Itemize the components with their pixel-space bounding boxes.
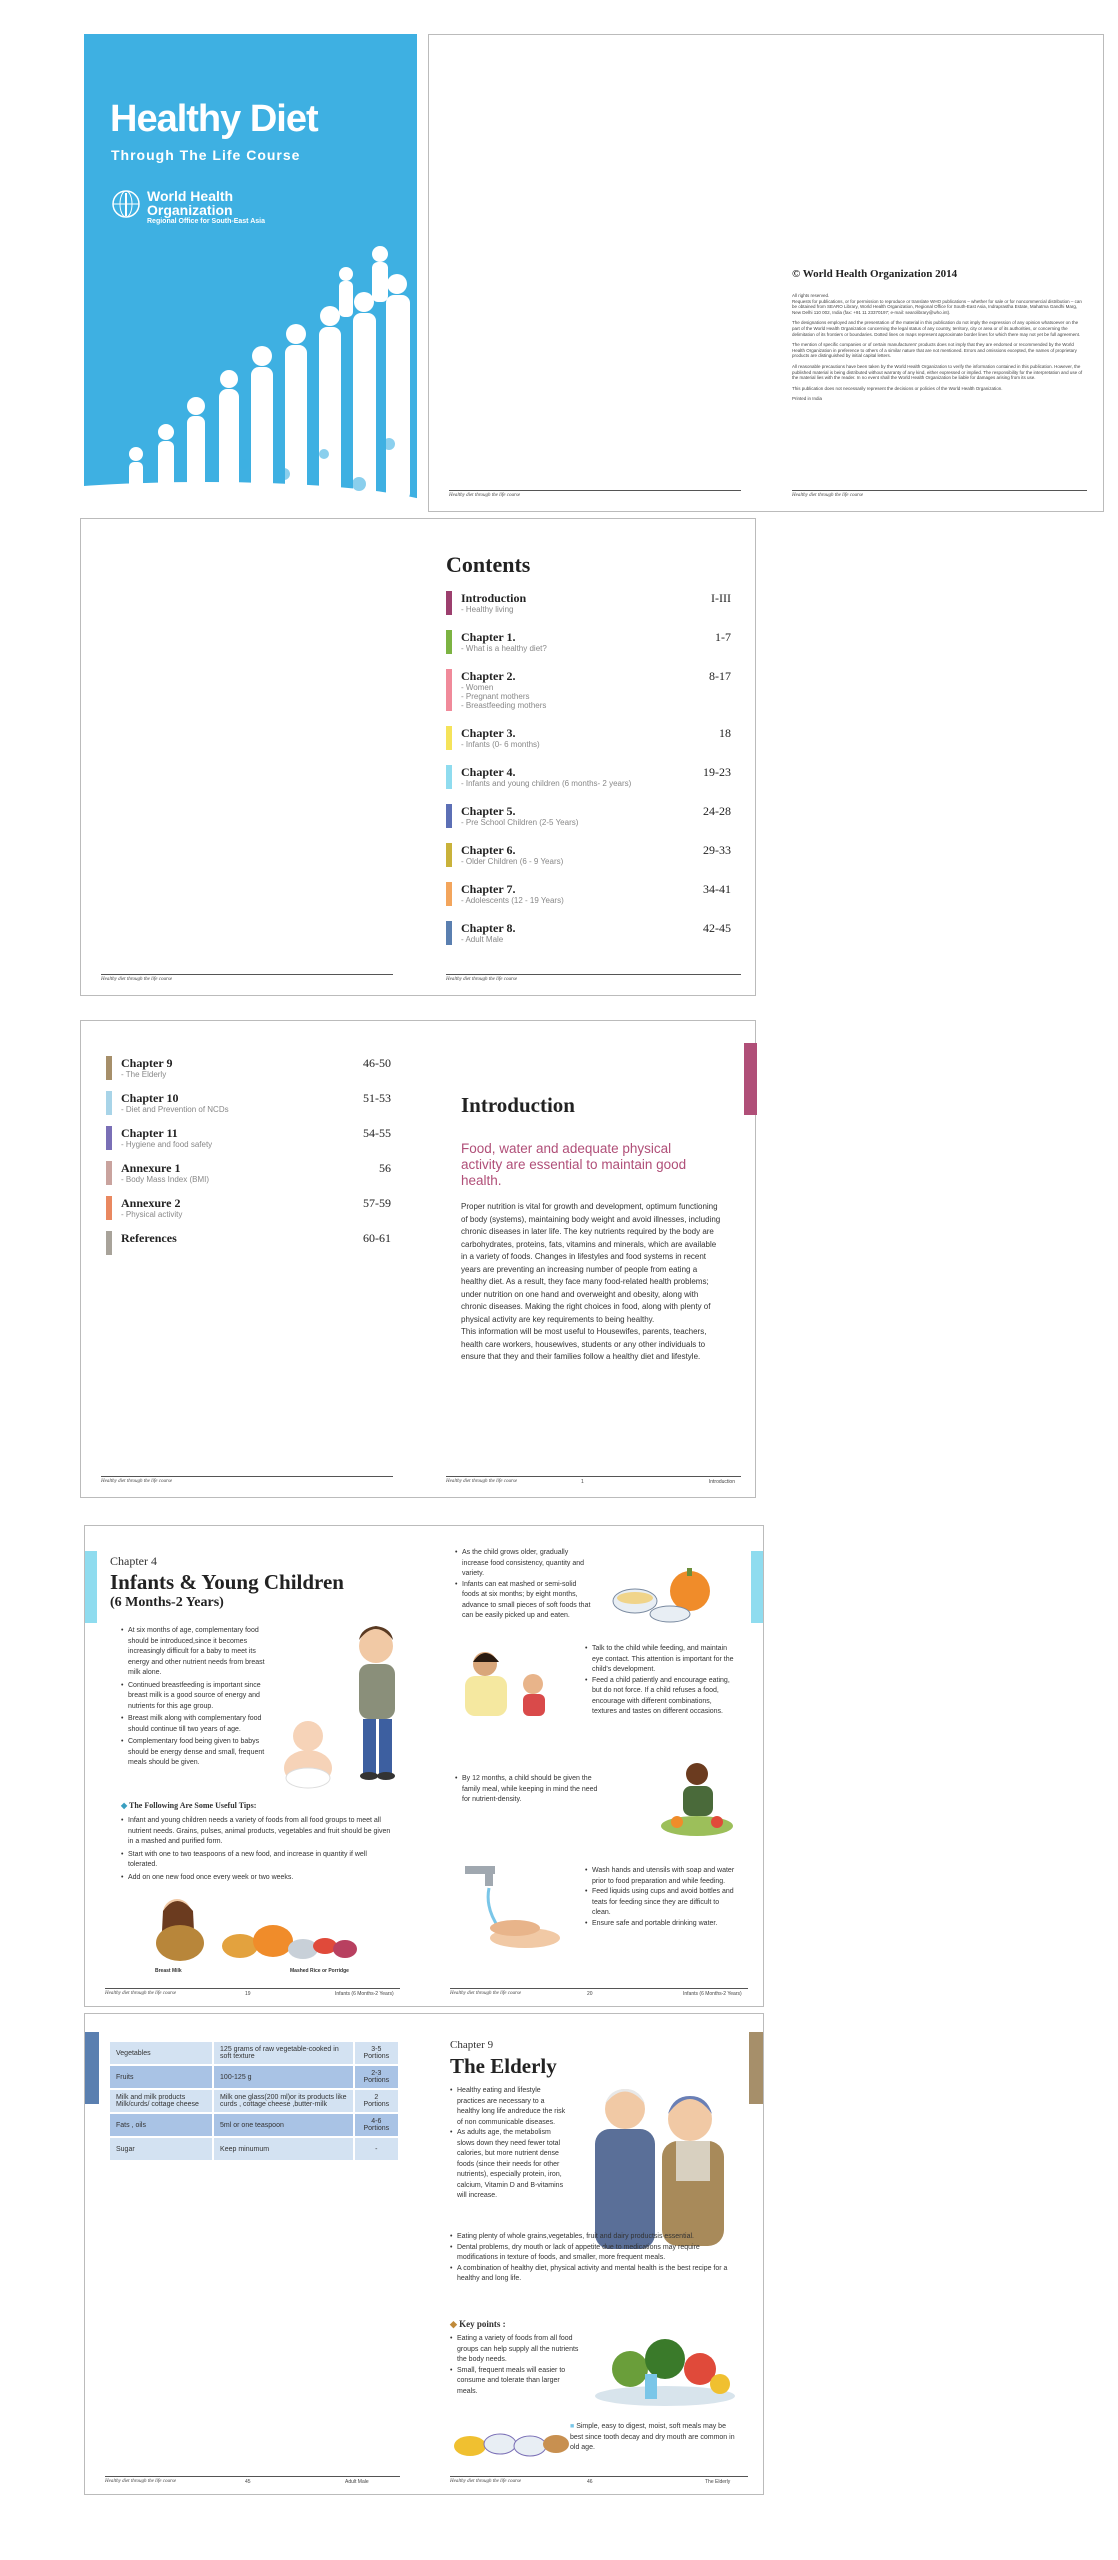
key-points-title: ◆ Key points : <box>450 2319 506 2329</box>
footer-right: Healthy diet through the life course <box>446 977 518 982</box>
contents-item-title: Chapter 2. <box>461 669 516 683</box>
bullet-item: • Breast milk along with complementary food should continue till two years of age. <box>121 1714 271 1735</box>
contents-color-bar <box>446 726 452 750</box>
handwashing-illustration <box>455 1858 575 1968</box>
intro-lead: Food, water and adequate physical activity are essential to maintain good health. <box>461 1141 687 1188</box>
chapter-label: Chapter 9 <box>450 2039 494 2051</box>
chapter8-tab <box>85 2032 99 2104</box>
right-bullets-2: • Talk to the child while feeding, and maintain eye contact. This attention is important for the child's development. • Feed a child patiently and encourage eating, but do not force. If a child refuses a food, encourage with different combinations, textures and tastes on different occasions. <box>585 1644 735 1718</box>
vegetables-illustration <box>590 2324 740 2409</box>
contents-item[interactable] <box>106 1196 391 1226</box>
contents-item-title: Chapter 9 <box>121 1056 173 1070</box>
contents-item[interactable] <box>446 882 731 912</box>
contents-item[interactable] <box>446 669 731 710</box>
contents-item[interactable] <box>106 1091 391 1121</box>
contents-item-pages: 56 <box>379 1161 391 1175</box>
table-cell-amount: 100-125 g <box>213 2065 354 2089</box>
chapter-title: Infants & Young Children <box>110 1570 344 1594</box>
contents-item-title: Introduction <box>461 591 527 605</box>
bullet-item: • Continued breastfeeding is important since breast milk is a good source of energy and nutrients for this age group. <box>121 1681 271 1713</box>
contents-color-bar <box>106 1056 112 1080</box>
contents-item-pages: 42-45 <box>703 921 731 935</box>
contents-item-pages: 34-41 <box>703 882 731 896</box>
child-illustration <box>273 1606 413 1796</box>
contents-item-pages: 8-17 <box>709 669 731 683</box>
contents-item-title: Chapter 8. <box>461 921 516 935</box>
contents-spread <box>80 518 756 996</box>
right-bullets-1: • As the child grows older, gradually increase food consistency, quantity and variety. • Infants can eat mashed or semi-solid foods at six months; by eight months, advance to small pieces of soft foods that can be easily picked up and eaten. <box>455 1548 595 1622</box>
parent-feeding-illustration <box>455 1644 565 1724</box>
chapter-label: Chapter 4 <box>110 1554 157 1568</box>
chapter9-tab <box>749 2032 763 2104</box>
table-cell-amount: Milk one glass(200 ml)or its products like curds , cottage cheese ,butter-milk <box>213 2089 354 2113</box>
contents-color-bar <box>446 882 452 906</box>
footer-right: Healthy diet through the life course <box>446 1479 518 1484</box>
contents-item-title: Chapter 10 <box>121 1091 179 1105</box>
table-cell-portions: 3-5 Portions <box>354 2041 399 2065</box>
table-cell-food: Vegetables <box>109 2041 213 2065</box>
page-number: 1 <box>581 1479 584 1485</box>
chapter-subtitle: (6 Months-2 Years) <box>110 1595 224 1610</box>
chapter-title: The Elderly <box>450 2054 557 2078</box>
contents-color-bar <box>446 921 452 945</box>
contents-item-title: Chapter 11 <box>121 1126 178 1140</box>
table-cell-portions: 4-6 Portions <box>354 2113 399 2137</box>
section-right: The Elderly <box>705 2479 731 2485</box>
page-number-right: 46 <box>587 2479 593 2485</box>
contents-item-title: References <box>121 1231 177 1245</box>
contents-item[interactable] <box>446 804 731 834</box>
caption-mashed-rice: Mashed Rice or Porridge <box>290 1968 349 1974</box>
contents-item-pages: I-III <box>711 591 731 605</box>
elderly-bullets-2: • Eating plenty of whole grains,vegetables, fruit and dairy productsis essential. • Dental problems, dry mouth or lack of appetite due to medications may require modifications in texture of foods, and smaller, more frequent meals. • A combination of healthy diet, physical activity and mental health is the best recipe for a healthy and long life. <box>450 2232 740 2285</box>
footer-left: Healthy diet through the life course <box>101 977 173 982</box>
contents-item[interactable] <box>446 921 731 951</box>
table-row <box>109 2137 399 2161</box>
contents-item[interactable] <box>106 1056 391 1086</box>
table-row <box>109 2065 399 2089</box>
contents-item-subtitle: - Adolescents (12 - 19 Years) <box>461 896 564 905</box>
footer-left: Healthy diet through the life course <box>105 2479 177 2484</box>
contents-item-title: Chapter 5. <box>461 804 516 818</box>
chapter4-spread <box>84 1525 764 2007</box>
intro-spread <box>80 1020 756 1498</box>
contents-item-pages: 29-33 <box>703 843 731 857</box>
contents-item-subtitle: - What is a healthy diet? <box>461 644 547 653</box>
bullet-item: • Add on one new food once every week or two weeks. <box>121 1873 396 1884</box>
contents-item[interactable] <box>106 1231 391 1261</box>
elderly-couple-illustration <box>570 2069 750 2249</box>
table-cell-amount: 125 grams of raw vegetable-cooked in soft texture <box>213 2041 354 2065</box>
bowls-illustration <box>450 2414 570 2464</box>
contents-item-subtitle: - Healthy living <box>461 605 514 614</box>
contents-item-pages: 54-55 <box>363 1126 391 1140</box>
contents-item[interactable] <box>446 591 731 621</box>
bullet-item: • Complementary food being given to babys should be energy dense and small, frequent meals should be given. <box>121 1737 271 1769</box>
contents-item[interactable] <box>446 843 731 873</box>
contents-color-bar <box>106 1126 112 1150</box>
section-left: Adult Male <box>345 2479 369 2485</box>
contents-color-bar <box>106 1231 112 1255</box>
contents-item-pages: 19-23 <box>703 765 731 779</box>
table-cell-food: Fruits <box>109 2065 213 2089</box>
contents-item-title: Annexure 1 <box>121 1161 181 1175</box>
footer-right: Healthy diet through the life course <box>792 493 864 498</box>
portion-table <box>108 2040 400 2162</box>
chapter-tab-left <box>85 1551 97 1623</box>
intro-tab-marker <box>744 1043 757 1115</box>
food-illustration <box>145 1891 365 1966</box>
contents-item-title: Chapter 1. <box>461 630 516 644</box>
bullet-item: • At six months of age, complementary food should be introduced,since it becomes increasingly difficult for a baby to meet its energy and other nutrient needs from breast milk alone. <box>121 1626 271 1679</box>
table-cell-portions: 2-3 Portions <box>354 2065 399 2089</box>
contents-color-bar <box>446 630 452 654</box>
contents-item[interactable] <box>446 630 731 660</box>
copyright-body: All rights reserved. Requests for publications, or for permission to reproduce or translate WHO publications – whether for sale or for noncommercial distribution – can be obtained from SEARO Library, World Health Organization, Regional Office for South-East Asia, Indraprastha Estate, Mahatma Gandhi Marg, New Delhi 110 002, India (fax: +91 11 23370197; e-mail: searolibrary@who.int). The designations employed and the presentation of the material in this publication do not imply the expression of any opinion whatsoever on the part of the World Health Organization concerning the legal status of any country, territory, city or area or of its authorities, or concerning the delimitation of its frontiers or boundaries. Dotted lines on maps represent approximate border lines for which there may not yet be full agreement. The mention of specific companies or of certain manufacturers' products does not imply that they are endorsed or recommended by the World Health Organization in preference to others of a similar nature that are not mentioned. Errors and omissions excepted, the names of proprietary products are distinguished by initial capital letters. All reasonable precautions have been taken by the World Health Organization to verify the information contained in this publication. However, the published material is being distributed without warranty of any kind, either expressed or implied. The responsibility for the interpretation and use of the material lies with the reader. In no event shall the World Health Organization be liable for damages arising from its use. This publication does not necessarily represent the decisions or policies of the World Health Organization. Printed in India <box>792 293 1083 402</box>
cover-title: Healthy Diet <box>110 98 318 140</box>
contents-item-subtitle: - Body Mass Index (BMI) <box>121 1175 210 1184</box>
page-number-left: 19 <box>245 1991 251 1997</box>
contents-title: Contents <box>446 552 531 577</box>
contents-item-pages: 24-28 <box>703 804 731 818</box>
contents-item-subtitle: - Physical activity <box>121 1210 183 1219</box>
table-row <box>109 2089 399 2113</box>
section-name: Introduction <box>708 1479 735 1485</box>
table-cell-portions: - <box>354 2137 399 2161</box>
table-cell-amount: 5ml or one teaspoon <box>213 2113 354 2137</box>
footer-right: Healthy diet through the life course <box>450 2479 522 2484</box>
contents-item-subtitle: - Infants and young children (6 months- 2 years) <box>461 779 632 788</box>
contents-item-title: Chapter 7. <box>461 882 516 896</box>
key-points-list: • Eating a variety of foods from all food groups can help supply all the nutrients the body needs. • Small, frequent meals will easier to consume and tolerate than larger meals. <box>450 2334 580 2397</box>
caption-breast-milk: Breast Milk <box>155 1968 182 1974</box>
contents-color-bar <box>106 1091 112 1115</box>
chapter4-bullets <box>121 1626 271 1771</box>
contents-item-pages: 60-61 <box>363 1231 391 1245</box>
tips-title: ◆ The Following Are Some Useful Tips: <box>121 1801 257 1810</box>
cover-page <box>84 34 417 512</box>
contents-item-title: Chapter 4. <box>461 765 516 779</box>
footer-left: Healthy diet through the life course <box>105 1991 177 1996</box>
copyright-title: © World Health Organization 2014 <box>792 268 958 280</box>
contents-item-subtitle: - Infants (0- 6 months) <box>461 740 540 749</box>
bullet-item: • Start with one to two teaspoons of a new food, and increase in quantity if well tolerated. <box>121 1850 396 1871</box>
table-cell-food: Sugar <box>109 2137 213 2161</box>
chapter-tab-right <box>751 1551 763 1623</box>
page-number-right: 20 <box>587 1991 593 1997</box>
contents-item[interactable] <box>106 1161 391 1191</box>
contents-item-subtitle: - Women - Pregnant mothers - Breastfeeding mothers <box>461 683 547 710</box>
footer-right: Healthy diet through the life course <box>450 1991 522 1996</box>
section-right: Infants (6 Months-2 Years) <box>683 1991 742 1997</box>
table-cell-food: Fats , oils <box>109 2113 213 2137</box>
contents-color-bar <box>106 1161 112 1185</box>
elderly-bullets-1: • Healthy eating and lifestyle practices are necessary to a healthy long life andreduce the risk of non communicable diseases. • As adults age, the metabolism slows down they need fewer total calories, but more nutrient dense foods (since their needs for other nutrients), especially protein, iron, calcium, Vitamin D and B-vitamins will increase. <box>450 2086 568 2202</box>
table-cell-food: Milk and milk products Milk/curds/ cottage cheese <box>109 2089 213 2113</box>
contents-item-subtitle: - Diet and Prevention of NCDs <box>121 1105 229 1114</box>
contents-item-pages: 51-53 <box>363 1091 391 1105</box>
contents-item-subtitle: - Hygiene and food safety <box>121 1140 213 1149</box>
intro-title: Introduction <box>461 1093 575 1117</box>
who-region: Regional Office for South-East Asia <box>147 218 265 225</box>
people-silhouettes-illustration <box>84 34 417 512</box>
contents-item[interactable] <box>446 726 731 756</box>
page-number-left: 45 <box>245 2479 251 2485</box>
cover-subtitle: Through The Life Course <box>111 147 301 163</box>
table-row <box>109 2113 399 2137</box>
copyright-page <box>428 34 1104 512</box>
who-name-line1: World Health <box>147 188 234 204</box>
contents-item-subtitle: - The Elderly <box>121 1070 167 1079</box>
table-cell-portions: 2 Portions <box>354 2089 399 2113</box>
contents-color-bar <box>446 804 452 828</box>
footer-left: Healthy diet through the life course <box>449 493 521 498</box>
who-name-line2: Organization <box>147 202 233 218</box>
footer-left: Healthy diet through the life course <box>101 1479 173 1484</box>
contents-color-bar <box>446 669 452 711</box>
contents-item-pages: 57-59 <box>363 1196 391 1210</box>
contents-item-subtitle: - Older Children (6 - 9 Years) <box>461 857 564 866</box>
table-row <box>109 2041 399 2065</box>
right-bullets-4: • Wash hands and utensils with soap and water prior to food preparation and while feeding. • Feed liquids using cups and avoid bottles and teats for feeding since they are difficult to clean. • Ensure safe and portable drinking water. <box>585 1866 735 1929</box>
section-left: Infants (6 Months-2 Years) <box>335 1991 394 1997</box>
contents-color-bar <box>446 591 452 615</box>
contents-item-subtitle: - Pre School Children (2-5 Years) <box>461 818 579 827</box>
foods-bowls-illustration <box>605 1556 725 1626</box>
contents-item[interactable] <box>446 765 731 795</box>
contents-item-pages: 18 <box>719 726 731 740</box>
right-bullets-3: • By 12 months, a child should be given the family meal, while keeping in mind the need for nutrient-density. <box>455 1774 605 1806</box>
contents-item-pages: 46-50 <box>363 1056 391 1070</box>
bullet-item: • Infant and young children needs a variety of foods from all food groups to meet all nutrient needs. Grains, pulses, animal products, vegetables and fruit should be given in a mashed and purified form. <box>121 1816 396 1848</box>
tips-list <box>121 1816 396 1885</box>
key-point-3: ■ Simple, easy to digest, moist, soft meals may be best since tooth decay and dry mouth are common in old age. <box>570 2423 735 2451</box>
contents-color-bar <box>446 765 452 789</box>
contents-item-subtitle: - Adult Male <box>461 935 504 944</box>
contents-color-bar <box>446 843 452 867</box>
intro-body: Proper nutrition is vital for growth and development, optimum functioning of body (systems), maintaining body weight and avoid illnesses, including chronic diseases in later life. The key nutrients required by the body are carbohydrates, proteins, fats, vitamins and minerals, which are available in a variety of foods. Changes in lifestyles and food systems in recent years are preventing an increasing number of people from eating a healthy diet. As a result, they face many food-related health problems; under nutrition on one hand and overweight and obesity, along with chronic diseases. Making the right choices in food, along with plenty of physical activity are key requirements to being healthy. This information will be most useful to Housewifes, parents, teachers, health care workers, housewives, students or any other individuals to ensure that they and their families follow a healthy diet and lifestyle. <box>461 1202 721 1361</box>
child-eating-illustration <box>657 1754 737 1844</box>
contents-item-pages: 1-7 <box>715 630 731 644</box>
contents-color-bar <box>106 1196 112 1220</box>
contents-item-title: Chapter 3. <box>461 726 516 740</box>
table-cell-amount: Keep minumum <box>213 2137 354 2161</box>
contents-item-title: Annexure 2 <box>121 1196 181 1210</box>
contents-item[interactable] <box>106 1126 391 1156</box>
contents-item-title: Chapter 6. <box>461 843 516 857</box>
